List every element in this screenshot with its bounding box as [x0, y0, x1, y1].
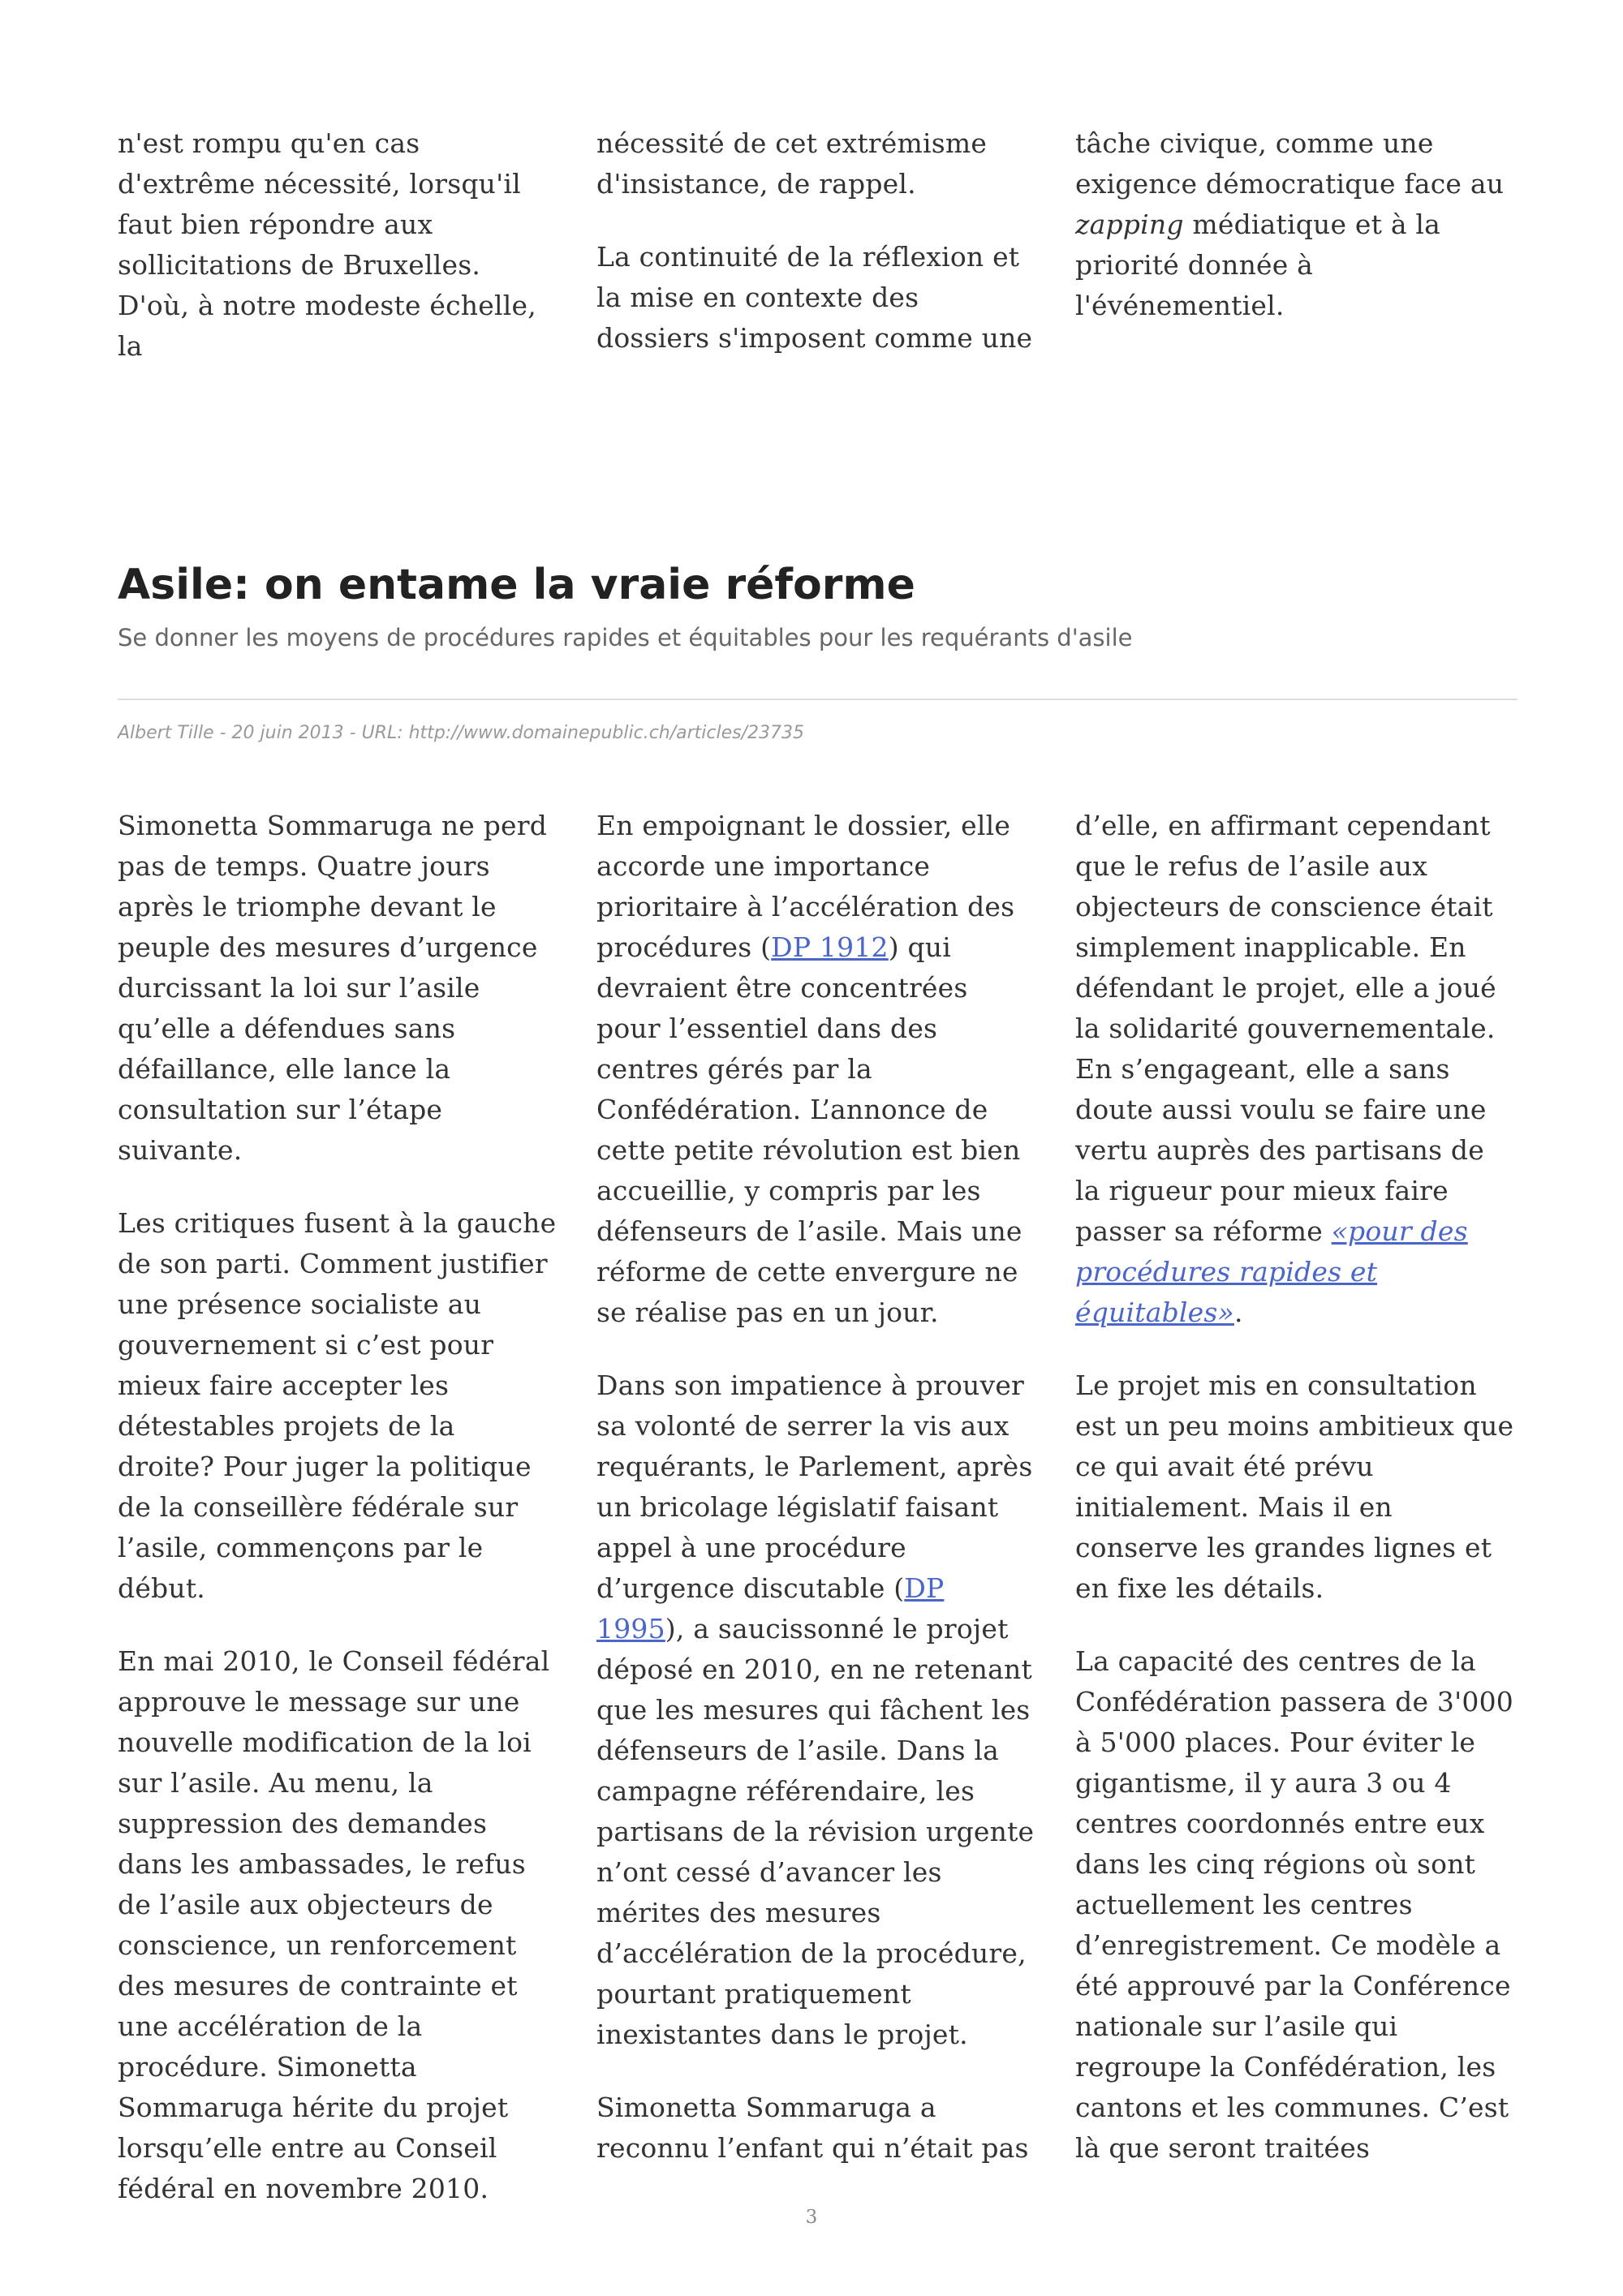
previous-article-continuation — [118, 123, 1518, 367]
article-column-2 — [596, 806, 1039, 2209]
paragraph: La continuité de la réflexion et la mise en contexte des dossiers s'imposent comme une — [596, 241, 1033, 354]
article-column-3 — [1075, 806, 1518, 2209]
paragraph — [1075, 123, 1518, 326]
article-subtitle: Se donner les moyens de procédures rapides et équitables pour les requérants d'asile — [118, 624, 1133, 651]
text-run: ) qui devraient être concentrées pour l’essentiel dans des centres gérés par la Confédération. L’annonce de cette petite révolution est bien accueillie, y compris par les défenseurs de l’asile. Mais une réforme de cette envergure ne se réalise pas en un jour. — [596, 931, 1022, 1328]
emphasis-zapping: zapping — [1075, 209, 1184, 240]
paragraph: En mai 2010, le Conseil fédéral approuve le message sur une nouvelle modification de la loi sur l’asile. Au menu, la suppression des demandes dans les ambassades, le refus de l’asile aux objecteurs de conscience, un renforcement des mesures de contrainte et une accélération de la procédure. Simonetta Sommaruga hérite du projet lorsqu’elle entre au Conseil fédéral en novembre 2010. — [118, 1645, 550, 2204]
paragraph: Simonetta Sommaruga a reconnu l’enfant qui n’était pas — [596, 2092, 1029, 2164]
paragraph: Les critiques fusent à la gauche de son parti. Comment justifier une présence socialiste au gouvernement si c’est pour mieux faire accepter les détestables projets de la droite? Pour juger la politique de la conseillère fédérale sur l’asile, commençons par le début. — [118, 1207, 557, 1604]
article-header — [118, 552, 1518, 657]
text-run: tâche civique, comme une exigence démocratique face au — [1075, 127, 1505, 200]
paragraph: La capacité des centres de la Confédération passera de 3'000 à 5'000 places. Pour éviter le gigantisme, il y aura 3 ou 4 centres coordonnés entre eux dans les cinq régions où sont actuellement les centres d’enregistrement. Ce modèle a été approuvé par la Conférence nationale sur l’asile qui regroupe la Confédération, les cantons et les communes. C’est là que seront traitées — [1075, 1645, 1513, 2164]
page-number: 3 — [805, 2207, 818, 2228]
paragraph — [1075, 806, 1518, 1333]
paragraph — [596, 806, 1039, 1333]
paragraph: n'est rompu qu'en cas d'extrême nécessité, lorsqu'il faut bien répondre aux sollicitations de Bruxelles. D'où, à notre modeste échelle, la — [118, 127, 536, 362]
previous-article-column-3 — [1075, 123, 1518, 367]
article-byline: Albert Tille - 20 juin 2013 - URL: http://www.domainepublic.ch/articles/23735 — [118, 723, 805, 743]
paragraph — [596, 1365, 1039, 2055]
link-dp-1912[interactable]: DP 1912 — [771, 931, 889, 963]
text-run: d’elle, en affirmant cependant que le refus de l’asile aux objecteurs de conscience était simplement inapplicable. En défendant le projet, elle a joué la solidarité gouvernementale. En s’engageant, elle a sans doute aussi voulu se faire une vertu auprès des partisans de la rigueur pour mieux faire passer sa réforme — [1075, 810, 1496, 1247]
header-divider — [118, 699, 1518, 700]
previous-article-column-2 — [596, 123, 1039, 367]
text-run: ), a saucissonné le projet déposé en 2010, en ne retenant que les mesures qui fâchent les défenseurs de l’asile. Dans la campagne référendaire, les partisans de la révision urgente n’ont cessé d’avancer les mérites des mesures d’accélération de la procédure, pourtant pratiquement inexistantes dans le projet. — [596, 1613, 1035, 2050]
text-run: . — [1233, 1296, 1243, 1328]
article-title: Asile: on entame la vraie réforme — [118, 561, 915, 609]
previous-article-column-1 — [118, 123, 560, 367]
paragraph: nécessité de cet extrémisme d'insistance, de rappel. — [596, 127, 988, 200]
paragraph: Simonetta Sommaruga ne perd pas de temps. Quatre jours après le triomphe devant le peuple des mesures d’urgence durcissant la loi sur l’asile qu’elle a défendues sans défaillance, elle lance la consultation sur l’étape suivante. — [118, 810, 548, 1166]
text-run: Dans son impatience à prouver sa volonté de serrer la vis aux requérants, le Parlement, après un bricolage législatif faisant appel à une procédure d’urgence discutable ( — [596, 1369, 1033, 1604]
text-run: En empoignant le dossier, elle accorde une importance prioritaire à l’accélération des procédures ( — [596, 810, 1015, 963]
article-body — [118, 806, 1518, 2209]
link-procedures-rapides[interactable]: «pour des procédures rapides et équitables» — [1075, 1215, 1468, 1328]
text-run: médiatique et à la priorité donnée à l'événementiel. — [1075, 209, 1441, 321]
link-dp-1995[interactable]: DP 1995 — [596, 1572, 945, 1645]
article-column-1 — [118, 806, 560, 2209]
paragraph: Le projet mis en consultation est un peu moins ambitieux que ce qui avait été prévu initialement. Mais il en conserve les grandes lignes et en fixe les détails. — [1075, 1369, 1514, 1604]
